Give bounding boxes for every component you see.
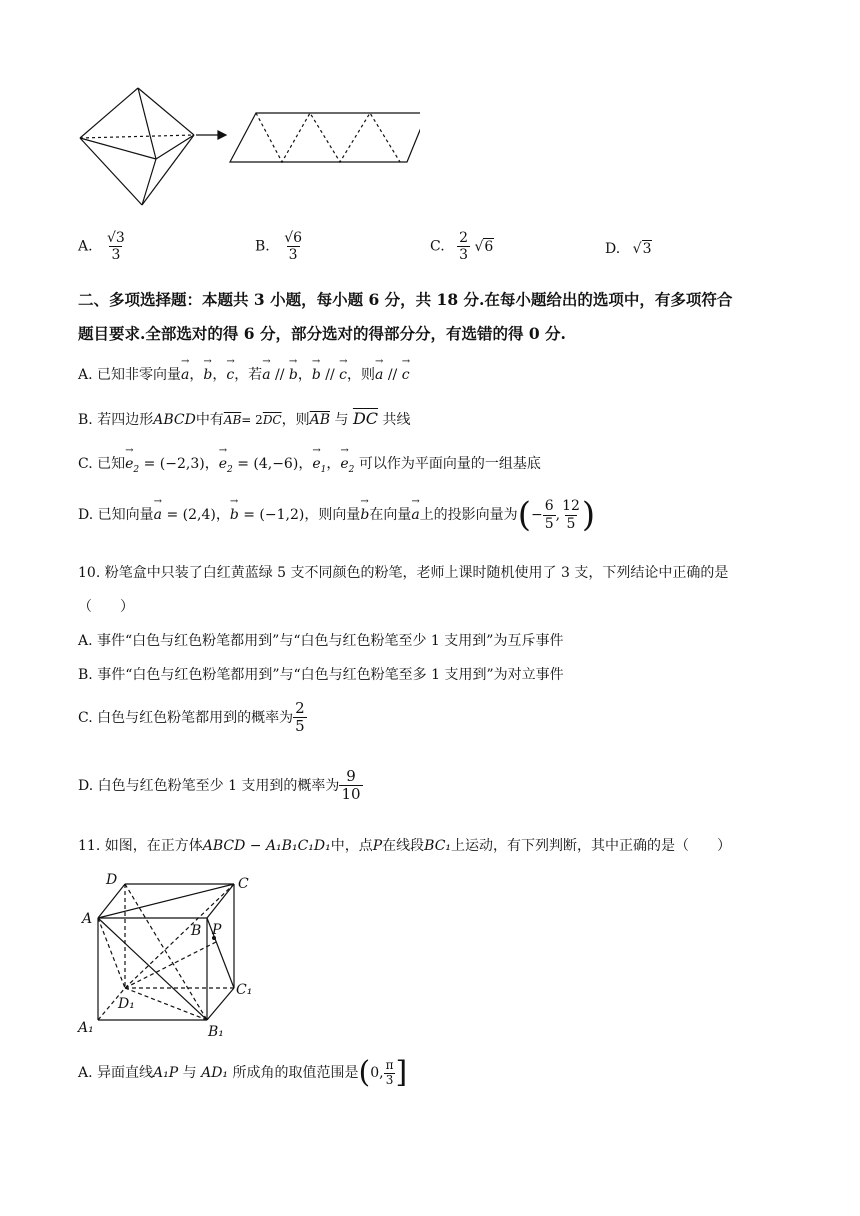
- vector-b: → b: [203, 367, 212, 383]
- vector-b: → b: [360, 507, 369, 523]
- text: 上的投影向量为: [419, 507, 518, 523]
- label-d: D: [106, 872, 118, 888]
- vector-e2: → $e_2$: [125, 456, 139, 475]
- label-p: P: [212, 922, 222, 938]
- vector-ab: $\overline{AB}$: [309, 412, 331, 428]
- left-paren: (: [517, 495, 531, 535]
- option-label: A.: [78, 367, 93, 383]
- fraction-numerator: 6: [544, 498, 554, 515]
- fraction-denominator: 3: [459, 247, 469, 264]
- label-a1: A₁: [78, 1020, 94, 1036]
- right-bracket: ]: [395, 1055, 408, 1090]
- text: ，若: [234, 367, 263, 383]
- text: C. 白色与红色粉笔都用到的概率为: [78, 709, 294, 726]
- q11-stem: [78, 835, 731, 855]
- cube-figure: [76, 868, 266, 1043]
- text: 与: [182, 1065, 197, 1081]
- text: A. 异面直线: [78, 1065, 154, 1081]
- fraction-numerator: 2: [295, 699, 305, 717]
- vector-b: → b: [230, 507, 239, 523]
- label-b: B: [191, 923, 202, 939]
- vector-dc: $\overline{DC}$: [352, 409, 379, 428]
- cube-name: ABCD − A₁B₁C₁D₁: [202, 838, 331, 854]
- sqrt: √3: [632, 241, 652, 257]
- vector-a: → a: [181, 367, 189, 383]
- option-label: C.: [78, 456, 93, 472]
- vector-value: = (4,−6): [237, 456, 299, 472]
- q10-option-a: A. 事件“白色与红色粉笔都用到”与“白色与红色粉笔至少 1 支用到”为互斥事件: [78, 633, 564, 649]
- text: 共线: [382, 412, 411, 428]
- fraction-numerator: 12: [562, 498, 580, 515]
- vector-value: = (2,4): [166, 507, 216, 523]
- vector-dc: $\overline{DC}$: [262, 413, 282, 427]
- text: 所成角的取值范围是: [232, 1065, 359, 1081]
- option-label: B.: [255, 238, 270, 255]
- label-d1: D₁: [118, 996, 135, 1012]
- quadrilateral-name: ABCD: [153, 412, 196, 428]
- fraction-numerator: √6: [284, 230, 303, 246]
- text: 已知向量: [97, 507, 154, 523]
- label-a: A: [82, 911, 93, 927]
- text: 可以作为平面向量的一组基底: [358, 456, 541, 472]
- fraction-numerator: √3: [107, 230, 125, 246]
- fraction-numerator: π: [385, 1057, 394, 1072]
- vector-e2: → $e_2$: [340, 456, 354, 475]
- radicand: 3: [642, 241, 652, 257]
- vector-b: → b: [289, 367, 298, 383]
- text: 已知: [97, 456, 126, 472]
- fraction-numerator: 9: [346, 767, 356, 785]
- q8-option-d: [605, 241, 652, 257]
- fraction-denominator: 3: [111, 247, 121, 264]
- vector-c: → c: [339, 367, 347, 383]
- q10-option-d: [78, 768, 363, 804]
- fraction-denominator: 5: [566, 515, 576, 532]
- vector-e2: → $e_2$: [219, 456, 233, 475]
- fraction-denominator: 10: [341, 785, 361, 804]
- point-name: P: [372, 838, 383, 854]
- vector-a: → a: [262, 367, 270, 383]
- fraction-denominator: 5: [295, 717, 305, 736]
- q8-option-a: [78, 230, 127, 263]
- q10-option-b: B. 事件“白色与红色粉笔都用到”与“白色与红色粉笔至多 1 支用到”为对立事件: [78, 667, 564, 683]
- vector-value: = (−1,2): [243, 507, 305, 523]
- fraction-denominator: 5: [544, 515, 554, 532]
- fraction: [105, 230, 127, 263]
- q8-option-b: [255, 230, 304, 263]
- text: D. 白色与红色粉笔至少 1 支用到的概率为: [78, 777, 340, 794]
- vector-b: → b: [312, 367, 321, 383]
- text: ，则: [281, 412, 310, 428]
- q10-option-c: [78, 700, 307, 736]
- text: 中，点: [330, 838, 373, 854]
- label-c1: C₁: [236, 982, 253, 998]
- text: ，则向量: [304, 507, 361, 523]
- option-label: C.: [430, 238, 445, 255]
- vector-c: → c: [226, 367, 234, 383]
- vector-c: → c: [402, 367, 410, 383]
- radicand: 6: [484, 238, 494, 255]
- vector-e1: → $e_1$: [312, 456, 326, 475]
- fraction: [560, 498, 582, 531]
- fraction-denominator: 3: [385, 1072, 394, 1087]
- text: = 2: [241, 413, 263, 427]
- range-low: 0,: [370, 1065, 384, 1081]
- option-label: D.: [78, 507, 94, 523]
- q9-option-d: D. 已知向量→ a = (2,4)，→ b = (−1,2)，则向量→ b在向量→ a上的投影向量为(− $\frac{6}{5}$ , $\frac{12}{5}$ ): [78, 498, 595, 532]
- vector-a: → a: [411, 507, 419, 523]
- q11-option-a: [78, 1055, 408, 1090]
- text: 上运动，有下列判断，其中正确的是（ ）: [451, 838, 732, 854]
- q9-option-c: C. 已知→ $e_2 = (-2,3)$，→ $e_2 = (4,-6)$，→ $e_1$，→ $e_2$ 可以作为平面向量的一组基底: [78, 453, 541, 475]
- q10-stem: 10. 粉笔盒中只装了白红黄蓝绿 5 支不同颜色的粉笔，老师上课时随机使用了 3 支，下列结论中正确的是: [78, 565, 729, 581]
- option-label: B.: [78, 412, 93, 428]
- segment-name: A₁P: [153, 1065, 179, 1081]
- segment-name: AD₁: [201, 1065, 229, 1081]
- fraction: [293, 700, 307, 736]
- vector-a: → a: [154, 507, 162, 523]
- vector-ab: $\overline{AB}$: [223, 413, 242, 427]
- fraction: [457, 230, 470, 263]
- octahedron-net-figure: [70, 80, 420, 210]
- option-label: D.: [605, 241, 621, 257]
- text: 若四边形: [97, 412, 154, 428]
- text: 中有: [195, 412, 224, 428]
- q10-answer-paren: （ ）: [78, 599, 134, 615]
- right-paren: ): [581, 495, 596, 535]
- segment-name: BC₁: [424, 838, 452, 854]
- text: 已知非零向量: [97, 367, 182, 383]
- label-c: C: [238, 876, 249, 892]
- left-paren: (: [358, 1055, 371, 1090]
- fraction: [282, 230, 304, 263]
- text: ，则: [347, 367, 376, 383]
- section-heading-line1: 二、多项选择题：本题共 3 小题，每小题 6 分，共 18 分.在每小题给出的选项中，有多项符合: [78, 290, 733, 309]
- option-label: A.: [78, 238, 93, 255]
- label-b1: B₁: [208, 1024, 224, 1040]
- fraction: [543, 498, 556, 531]
- fraction-numerator: 2: [459, 230, 469, 246]
- fraction: [384, 1059, 396, 1088]
- fraction-denominator: 3: [288, 247, 298, 264]
- fraction: [339, 768, 362, 804]
- text: 11. 如图，在正方体: [78, 838, 203, 854]
- text: 与: [334, 412, 349, 428]
- text: 在线段: [382, 838, 425, 854]
- sqrt: √6: [474, 238, 494, 255]
- vector-value: = (−2,3): [143, 456, 205, 472]
- text: 在向量: [369, 507, 412, 523]
- section-heading-line2: 题目要求.全部选对的得 6 分，部分选对的得部分分，有选错的得 0 分.: [78, 324, 566, 343]
- q9-option-b: [78, 409, 410, 429]
- q8-option-c: [430, 230, 494, 263]
- q9-option-a: A. 已知非零向量→ a，→ b，→ c，若→ a // → b，→ b // → c，则→ a // → c: [78, 364, 410, 384]
- vector-a: → a: [375, 367, 383, 383]
